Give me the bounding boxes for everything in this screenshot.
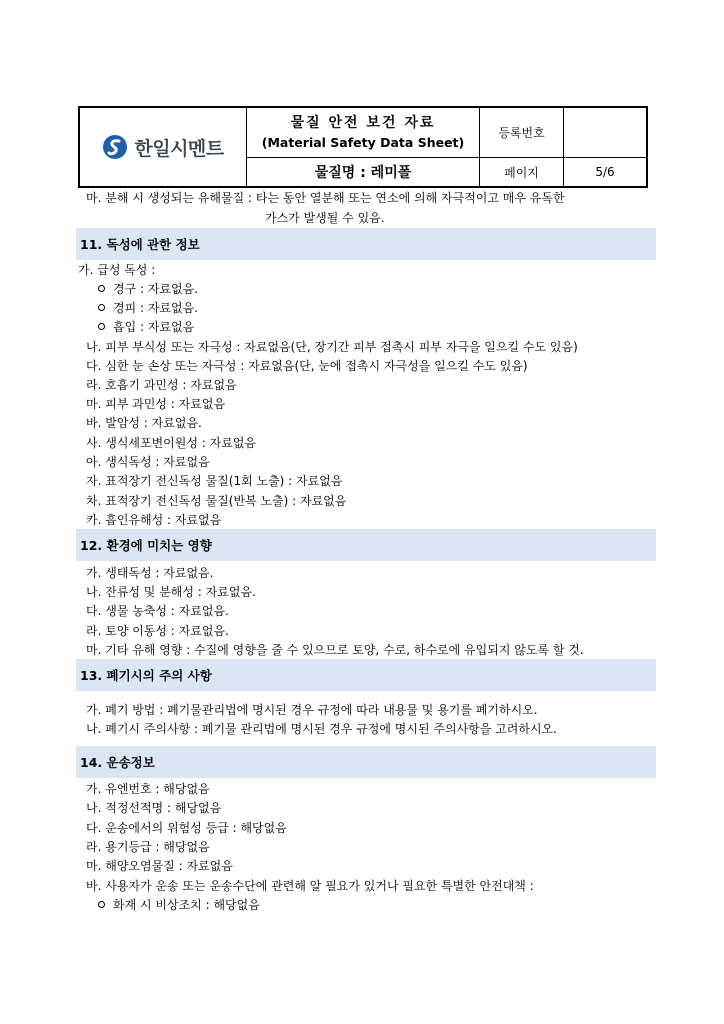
company-logo-icon <box>102 134 128 160</box>
germ-cell-mutagenicity: 사. 생식세포변이원성 : 자료없음 <box>86 436 256 450</box>
decomposition-products-line2: 가스가 발생될 수 있음. <box>265 211 385 225</box>
reproductive-toxicity: 아. 생식독성 : 자료없음 <box>86 455 210 469</box>
page-number: 5/6 <box>595 165 615 179</box>
persistence-degradability: 나. 잔류성 및 분해성 : 자료없음. <box>86 585 256 599</box>
reg-no-label: 등록번호 <box>498 126 545 140</box>
reg-no-value-cell <box>564 108 646 158</box>
bioaccumulation: 다. 생물 농축성 : 자료없음. <box>86 604 229 618</box>
section-14-heading: 14. 운송정보 <box>76 746 656 778</box>
dermal-toxicity: 경피 : 자료없음. <box>113 301 199 315</box>
skin-corrosion: 나. 피부 부식성 또는 자극성 : 자료없음(단, 장기간 피부 접촉시 피부 자극을 일으킬 수도 있음) <box>86 340 578 354</box>
ecotoxicity: 가. 생태독성 : 자료없음. <box>86 566 214 580</box>
eye-damage: 다. 심한 눈 손상 또는 자극성 : 자료없음(단, 눈에 접촉시 자극성을 일으킬 수도 있음) <box>86 359 528 373</box>
page-value-cell <box>564 158 646 186</box>
oral-toxicity: 경구 : 자료없음. <box>113 282 199 296</box>
title-korean: 물질 안전 보건 자료 <box>290 114 436 131</box>
bullet-icon <box>98 323 105 330</box>
acute-toxicity: 가. 급성 독성 : <box>78 263 156 277</box>
section-13-heading: 13. 폐기시의 주의 사항 <box>76 659 656 691</box>
fire-emergency-measures: 화재 시 비상조치 : 해당없음 <box>113 898 260 912</box>
list-item <box>98 281 198 297</box>
title-english: (Material Safety Data Sheet) <box>261 134 465 150</box>
material-name-cell <box>247 158 480 186</box>
document-header-table <box>78 106 648 188</box>
company-logo <box>102 134 223 161</box>
transport-hazard-class: 다. 운송에서의 위험성 등급 : 해당없음 <box>86 821 287 835</box>
bullet-icon <box>98 901 105 908</box>
page-label-cell <box>480 158 564 186</box>
aspiration-hazard: 카. 흡인유해성 : 자료없음 <box>86 513 222 527</box>
un-number: 가. 유엔번호 : 해당없음 <box>86 782 210 796</box>
inhalation-toxicity: 흡입 : 자료없음 <box>113 320 195 334</box>
stot-repeated-exposure: 차. 표적장기 전신독성 물질(반복 노출) : 자료없음 <box>86 494 347 508</box>
list-item <box>98 897 260 913</box>
proper-shipping-name: 나. 적정선적명 : 해당없음 <box>86 801 222 815</box>
decomposition-products-line1: 마. 분해 시 생성되는 유해물질 : 타는 동안 열분해 또는 연소에 의해 자극적이고 매우 유독한 <box>86 191 565 205</box>
list-item <box>98 319 194 335</box>
marine-pollutant: 마. 해양오염물질 : 자료없음 <box>86 859 233 873</box>
respiratory-sensitization: 라. 호흡기 과민성 : 자료없음 <box>86 378 237 392</box>
bullet-icon <box>98 285 105 292</box>
other-adverse-effects: 마. 기타 유해 영향 : 수질에 영향을 줄 수 있으므로 토양, 수로, 하수로에 유입되지 않도록 할 것. <box>86 643 584 657</box>
skin-sensitization: 마. 피부 과민성 : 자료없음 <box>86 397 226 411</box>
company-name: 한일시멘트 <box>134 137 224 160</box>
section-12-heading: 12. 환경에 미치는 영향 <box>76 529 656 561</box>
packing-group: 라. 용기등급 : 해당없음 <box>86 840 210 854</box>
carcinogenicity: 바. 발암성 : 자료없음. <box>86 416 202 430</box>
reg-no-label-cell <box>480 108 564 158</box>
soil-mobility: 라. 토양 이동성 : 자료없음. <box>86 624 229 638</box>
disposal-caution: 나. 폐기시 주의사항 : 폐기물 관리법에 명시된 경우 규정에 명시된 주의사항을 고려하시오. <box>86 722 557 736</box>
document-title-cell <box>247 108 480 158</box>
disposal-method: 가. 폐기 방법 : 폐기물관리법에 명시된 경우 규정에 따라 내용물 및 용기를 폐기하시오. <box>86 703 538 717</box>
section-11-heading: 11. 독성에 관한 정보 <box>76 228 656 260</box>
material-name: 물질명 : 레미폴 <box>314 165 412 181</box>
list-item <box>98 300 198 316</box>
stot-single-exposure: 자. 표적장기 전신독성 물질(1회 노출) : 자료없음 <box>86 474 343 488</box>
company-logo-cell <box>80 108 247 186</box>
bullet-icon <box>98 304 105 311</box>
special-precautions: 바. 사용자가 운송 또는 운송수단에 관련해 알 필요가 있거나 필요한 특별한 안전대책 : <box>86 879 534 893</box>
page-label: 페이지 <box>504 165 539 180</box>
